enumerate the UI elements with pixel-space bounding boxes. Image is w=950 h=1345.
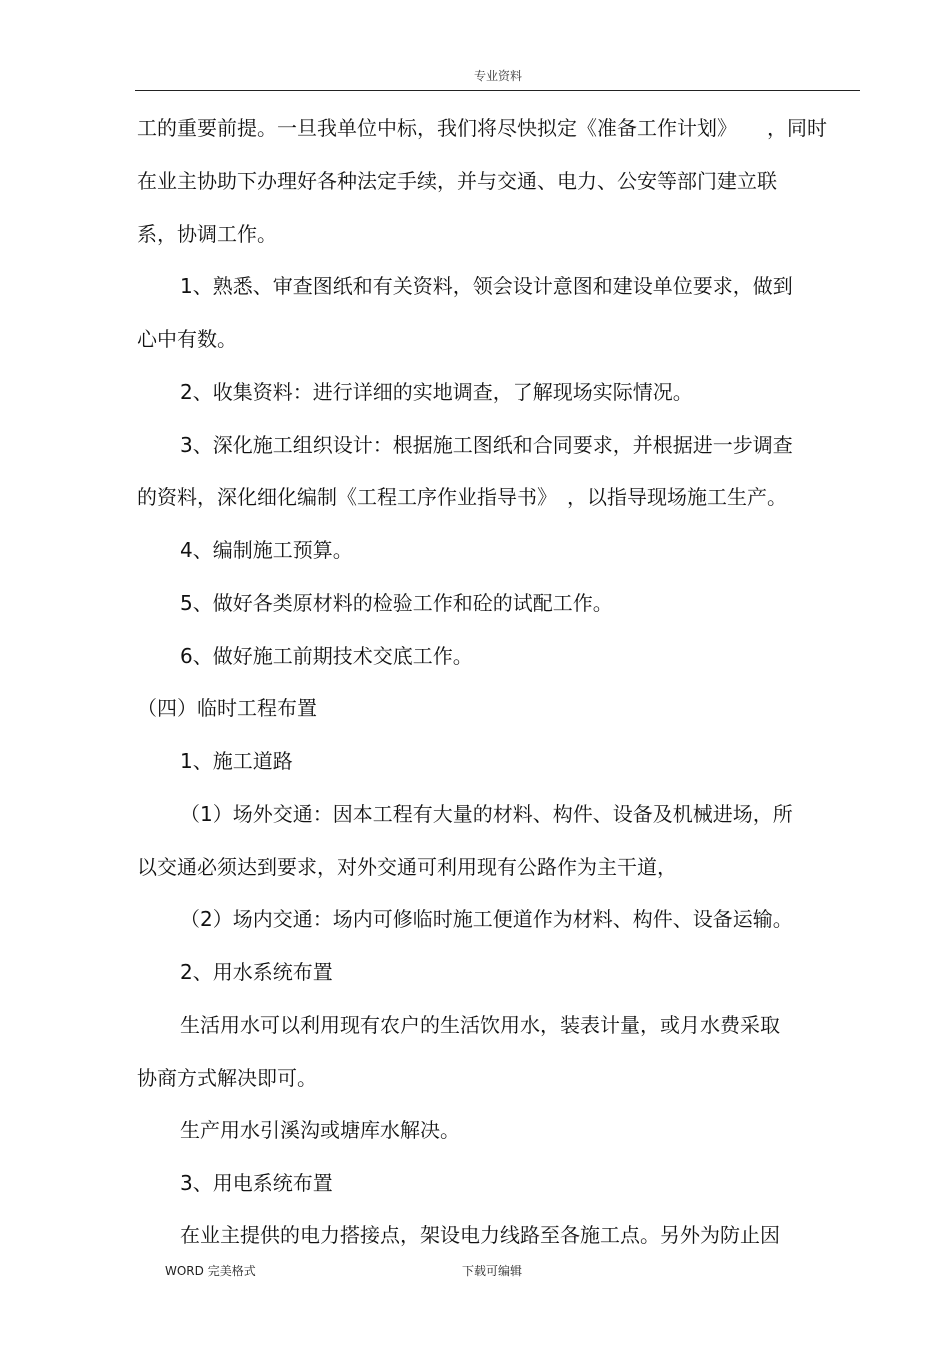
body-line: 工的重要前提。一旦我单位中标，我们将尽快拟定《准备工作计划》 ，同时	[137, 116, 827, 140]
body-line: （1）场外交通：因本工程有大量的材料、构件、设备及机械进场，所	[180, 802, 793, 826]
body-line: 系，协调工作。	[137, 222, 277, 246]
body-line: （2）场内交通：场内可修临时施工便道作为材料、构件、设备运输。	[180, 907, 793, 931]
body-line: 协商方式解决即可。	[137, 1066, 317, 1090]
body-line: 在业主协助下办理好各种法定手续，并与交通、电力、公安等部门建立联	[137, 169, 777, 193]
body-line: 心中有数。	[137, 327, 237, 351]
body-line: 1、施工道路	[180, 749, 293, 773]
page-header-label: 专业资料	[473, 69, 522, 83]
body-line: 生产用水引溪沟或塘库水解决。	[180, 1118, 460, 1142]
footer-left-label: WORD 完美格式	[165, 1264, 256, 1278]
section-heading: （四）临时工程布置	[137, 696, 317, 720]
body-line: 生活用水可以利用现有农户的生活饮用水，装表计量，或月水费采取	[180, 1013, 780, 1037]
body-line: 的资料，深化细化编制《工程工序作业指导书》 ，以指导现场施工生产。	[137, 485, 787, 509]
body-line: 5、做好各类原材料的检验工作和砼的试配工作。	[180, 591, 613, 615]
body-line: 3、用电系统布置	[180, 1171, 333, 1195]
body-line: 2、用水系统布置	[180, 960, 333, 984]
body-line: 3、深化施工组织设计：根据施工图纸和合同要求，并根据进一步调查	[180, 433, 793, 457]
body-line: 在业主提供的电力搭接点，架设电力线路至各施工点。另外为防止因	[180, 1223, 780, 1247]
body-line: 6、做好施工前期技术交底工作。	[180, 644, 473, 668]
body-line: 1、熟悉、审查图纸和有关资料，领会设计意图和建设单位要求，做到	[180, 274, 793, 298]
body-line: 2、收集资料：进行详细的实地调查，了解现场实际情况。	[180, 380, 693, 404]
body-line: 4、编制施工预算。	[180, 538, 353, 562]
body-line: 以交通必须达到要求，对外交通可利用现有公路作为主干道，	[137, 855, 677, 879]
footer-center-label: 下载可编辑	[462, 1264, 523, 1278]
